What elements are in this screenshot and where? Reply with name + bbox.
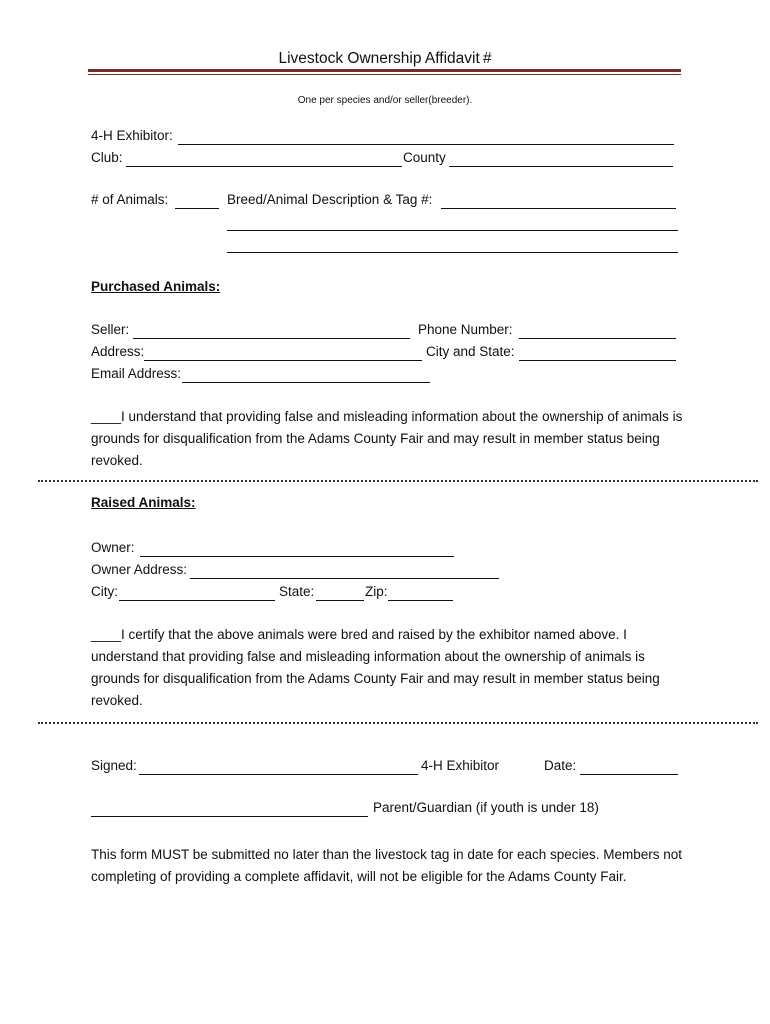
exhibitor-label: 4-H Exhibitor: (91, 128, 173, 143)
guardian-signature-field[interactable] (91, 816, 368, 817)
num-animals-label: # of Animals: (91, 192, 169, 207)
section-divider-2 (38, 722, 758, 724)
page-subtitle: One per species and/or seller(breeder). (297, 95, 473, 106)
phone-field[interactable] (519, 338, 676, 339)
seller-label: Seller: (91, 322, 130, 337)
state-field[interactable] (316, 600, 364, 601)
seller-field[interactable] (133, 338, 410, 339)
club-field[interactable] (126, 166, 402, 167)
page-title: Livestock Ownership Affidavit # (278, 50, 492, 67)
club-label: Club: (91, 150, 123, 165)
city-label: City: (91, 584, 118, 599)
guardian-label: Parent/Guardian (if youth is under 18) (373, 800, 599, 815)
title-divider-thin (88, 74, 681, 75)
purchased-statement (91, 406, 691, 472)
email-field[interactable] (182, 382, 430, 383)
email-label: Email Address: (91, 366, 182, 381)
title-divider-thick (88, 69, 681, 72)
city-field[interactable] (119, 600, 275, 601)
address-label: Address: (91, 344, 145, 359)
date-label: Date: (544, 758, 577, 773)
exhibitor-field[interactable] (178, 144, 674, 145)
county-field[interactable] (449, 166, 673, 167)
zip-label: Zip: (365, 584, 388, 599)
breed-field-line-1[interactable] (441, 208, 676, 209)
breed-field-line-2[interactable] (227, 230, 678, 231)
signer-role-label: 4-H Exhibitor (421, 758, 500, 773)
owner-field[interactable] (140, 556, 454, 557)
breed-field-line-3[interactable] (227, 252, 678, 253)
purchased-statement-text: I understand that providing false and misleading information about the ownership of animals is grounds for disqualification from the Adams County Fair and may result in member status being revoked. (91, 409, 683, 468)
section-divider-1 (38, 480, 758, 482)
owner-address-field[interactable] (190, 578, 499, 579)
zip-field[interactable] (388, 600, 453, 601)
raised-initial-blank[interactable]: ____ (91, 627, 122, 642)
breed-label: Breed/Animal Description & Tag #: (227, 192, 433, 207)
city-state-label: City and State: (426, 344, 515, 359)
date-field[interactable] (580, 774, 678, 775)
signed-label: Signed: (91, 758, 137, 773)
city-state-field[interactable] (519, 360, 676, 361)
county-label: County (403, 150, 446, 165)
address-field[interactable] (144, 360, 422, 361)
raised-statement (91, 624, 691, 712)
purchased-heading: Purchased Animals: (91, 279, 221, 294)
owner-label: Owner: (91, 540, 135, 555)
raised-heading: Raised Animals: (91, 495, 196, 510)
signature-field[interactable] (139, 774, 418, 775)
phone-label: Phone Number: (418, 322, 513, 337)
num-animals-field[interactable] (175, 208, 219, 209)
submission-notice: This form MUST be submitted no later than the livestock tag in date for each species. Members not completing of providing a complete affidavit, will not be eligible for the Adams County Fair. (91, 847, 683, 884)
purchased-initial-blank[interactable]: ____ (91, 409, 122, 424)
state-label: State: (279, 584, 315, 599)
raised-statement-text: I certify that the above animals were bred and raised by the exhibitor named above. I understand that providing false and misleading information about the ownership of animals is grounds for disqualification from the Adams County Fair and may result in member status being revoked. (91, 627, 660, 708)
owner-address-label: Owner Address: (91, 562, 188, 577)
